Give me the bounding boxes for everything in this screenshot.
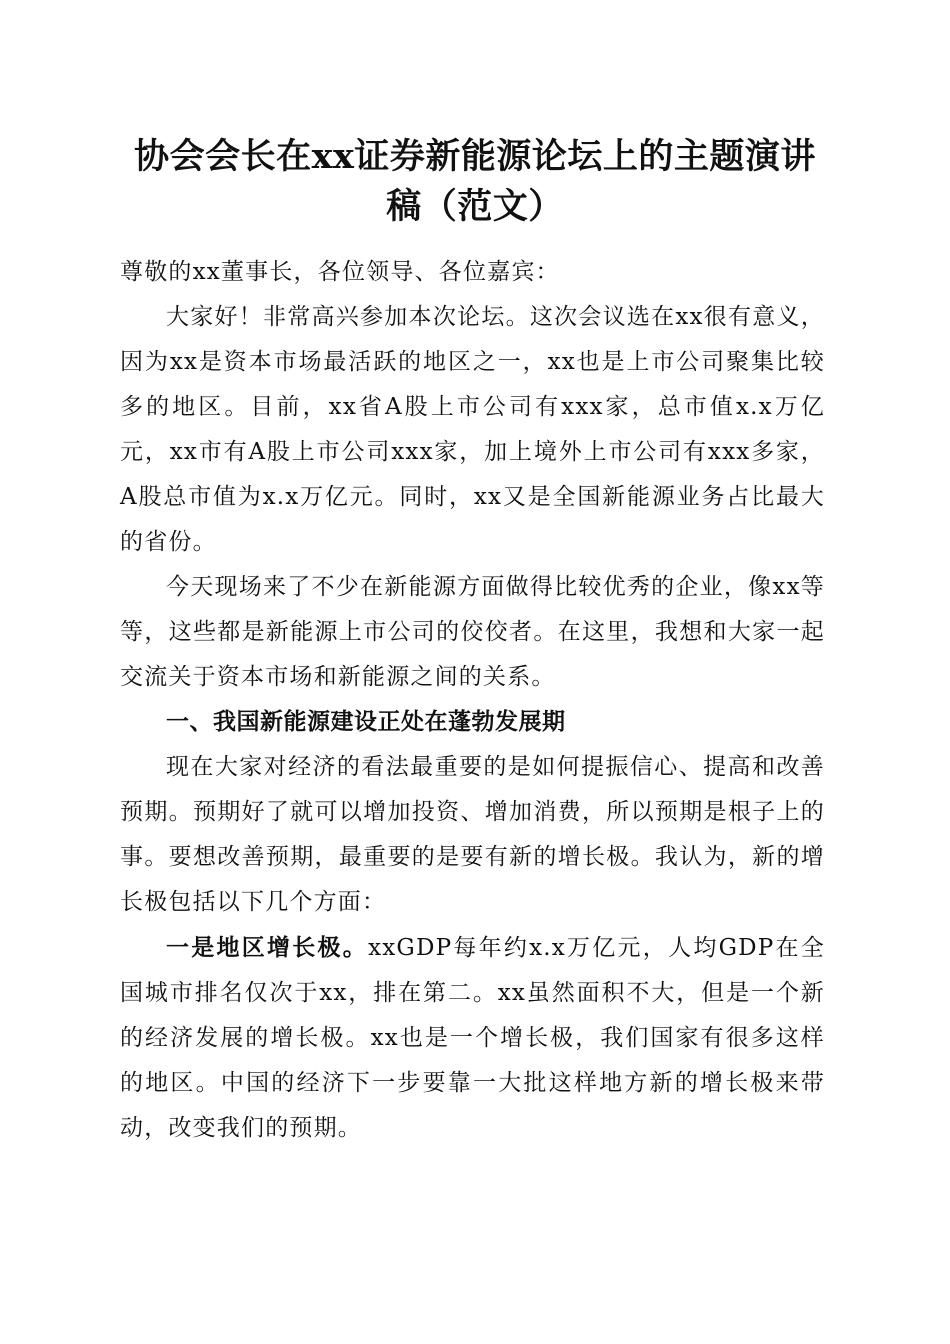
point-1-lead: 一是地区增长极。 bbox=[166, 934, 369, 961]
section-heading-1: 一、我国新能源建设正处在蓬勃发展期 bbox=[166, 709, 566, 735]
section-1-paragraph: 现在大家对经济的看法最重要的是如何提振信心、提高和改善预期。预期好了就可以增加投资、增加消费，所以预期是根子上的事。要想改善预期，最重要的是要有新的增长极。我认为，新的增长极包括以下几个方面： bbox=[120, 754, 825, 915]
section-1-point-1 bbox=[120, 925, 825, 1151]
document-body bbox=[120, 250, 825, 1151]
title-line-2: 稿（范文） bbox=[386, 186, 564, 227]
document-title bbox=[120, 132, 830, 232]
paragraph-intro: 今天现场来了不少在新能源方面做得比较优秀的企业，像xx等等，这些都是新能源上市公司的佼佼者。在这里，我想和大家一起交流关于资本市场和新能源之间的关系。 bbox=[120, 574, 825, 690]
title-line-1: 协会会长在xx证券新能源论坛上的主题演讲 bbox=[134, 136, 816, 177]
paragraph-opening: 大家好！非常高兴参加本次论坛。这次会议选在xx很有意义，因为xx是资本市场最活跃的地区之一，xx也是上市公司聚集比较多的地区。目前，xx省A股上市公司有xxx家，总市值x.x万亿元，xx市有A股上市公司xxx家，加上境外上市公司有xxx多家，A股总市值为x.x万亿元。同时，xx又是全国新能源业务占比最大的省份。 bbox=[120, 304, 825, 555]
point-1-text: xxGDP每年约x.x万亿元，人均GDP在全国城市排名仅次于xx，排在第二。xx虽然面积不大，但是一个新的经济发展的增长极。xx也是一个增长极，我们国家有很多这样的地区。中国的经济下一步要靠一大批这样地方新的增长极来带动，改变我们的预期。 bbox=[120, 935, 825, 1141]
salutation: 尊敬的xx董事长，各位领导、各位嘉宾： bbox=[120, 259, 560, 285]
